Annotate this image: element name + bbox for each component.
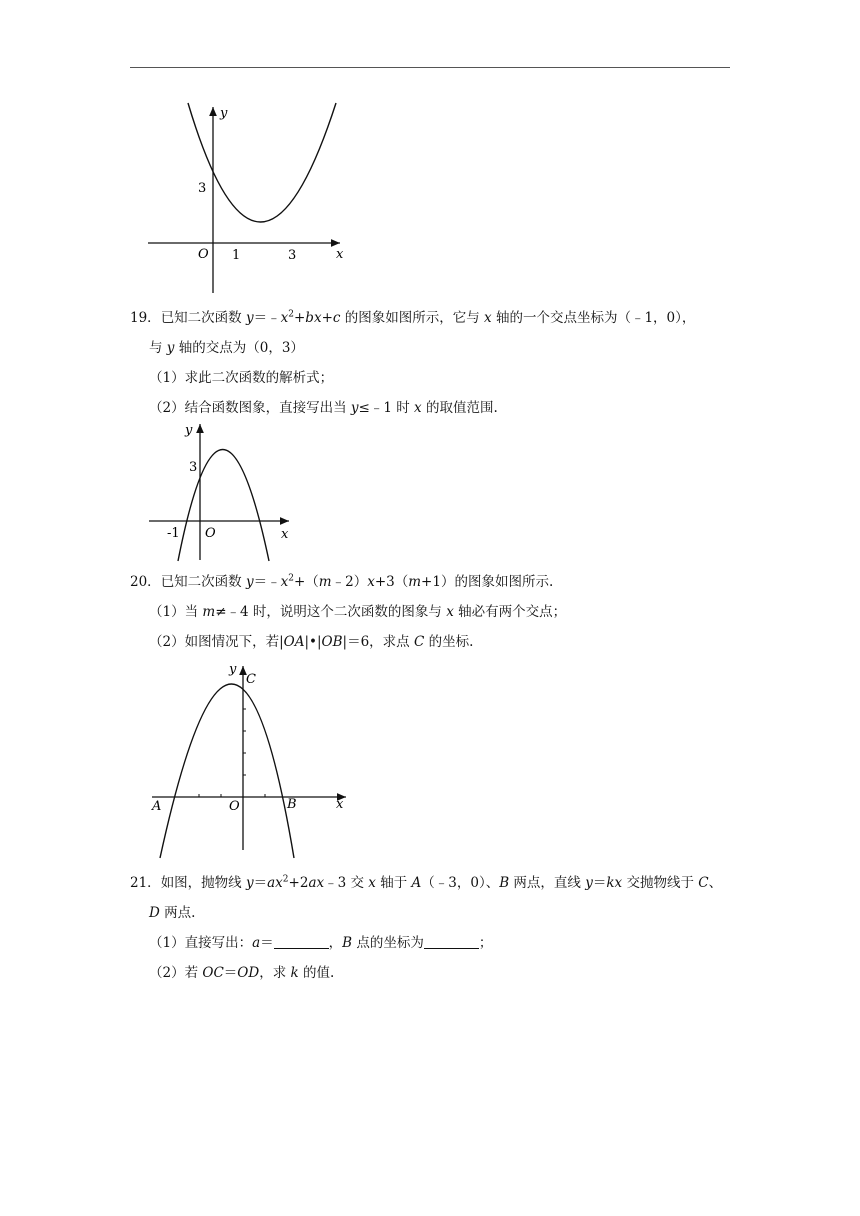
header-rule: [130, 67, 730, 68]
origin-label: O: [205, 526, 216, 541]
origin-label: O: [198, 247, 209, 262]
x-axis-label: x: [336, 247, 344, 262]
question-20: [130, 567, 566, 657]
point-a-label: A: [152, 799, 162, 814]
question-19: [130, 303, 695, 423]
y-intercept-label: 3: [198, 181, 207, 196]
answer-blank-a[interactable]: [274, 934, 329, 949]
origin-label: O: [229, 799, 240, 814]
question-19-part-2: （2）结合函数图象，直接写出当 y≤﹣1 时 x 的取值范围.: [149, 400, 498, 416]
question-20-part-1: （1）当 m≠﹣4 时，说明这个二次函数的图象与 x 轴必有两个交点；: [149, 604, 567, 620]
root1-label: 1: [232, 248, 241, 263]
answer-blank-b[interactable]: [424, 934, 479, 949]
root2-label: 3: [288, 248, 297, 263]
y-intercept-label: 3: [189, 460, 198, 475]
parabola-curve: [188, 103, 336, 222]
question-21: [130, 868, 722, 988]
question-21-part-2: （2）若 OC＝OD，求 k 的值.: [149, 965, 335, 981]
x-axis-label: x: [336, 797, 344, 812]
question-19-stem-cont: 与 y 轴的交点为（0，3）: [149, 340, 304, 356]
y-axis-label: y: [220, 106, 228, 121]
x-axis-label: x: [281, 527, 289, 542]
question-20-part-2: （2）如图情况下，若|OA|•|OB|＝6，求点 C 的坐标.: [149, 634, 474, 650]
parabola-curve: [160, 684, 294, 858]
question-21-stem-cont: D 两点.: [149, 905, 196, 921]
question-20-stem: 20．已知二次函数 $y=﹣x^2+(m﹣2)x+3(m+1)$的图象如图所示.: [130, 573, 554, 590]
y-axis-label: y: [229, 662, 237, 677]
question-19-stem: 19．已知二次函数 $y=﹣x^2+bx+c$ 的图象如图所示，它与 x 轴的一个交点坐标为（﹣1，0），: [130, 309, 696, 326]
parabola-graph-18: [140, 95, 360, 295]
point-c-label: C: [246, 672, 256, 687]
point-b-label: B: [287, 797, 297, 812]
parabola-graph-19: [145, 418, 305, 563]
y-axis-label: y: [185, 423, 193, 438]
question-21-part-1: （1）直接写出：a＝ ，B 点的坐标为 ；: [149, 935, 493, 951]
question-19-part-1: （1）求此二次函数的解析式；: [149, 370, 334, 386]
question-21-stem: 21．如图，抛物线 $y=ax^2+2ax﹣3$ 交 x 轴于 A（﹣3，0）、B 两点，直线 y＝kx 交抛物线于 C、: [130, 874, 723, 891]
parabola-graph-20: [148, 660, 358, 860]
root-label: -1: [167, 526, 180, 541]
